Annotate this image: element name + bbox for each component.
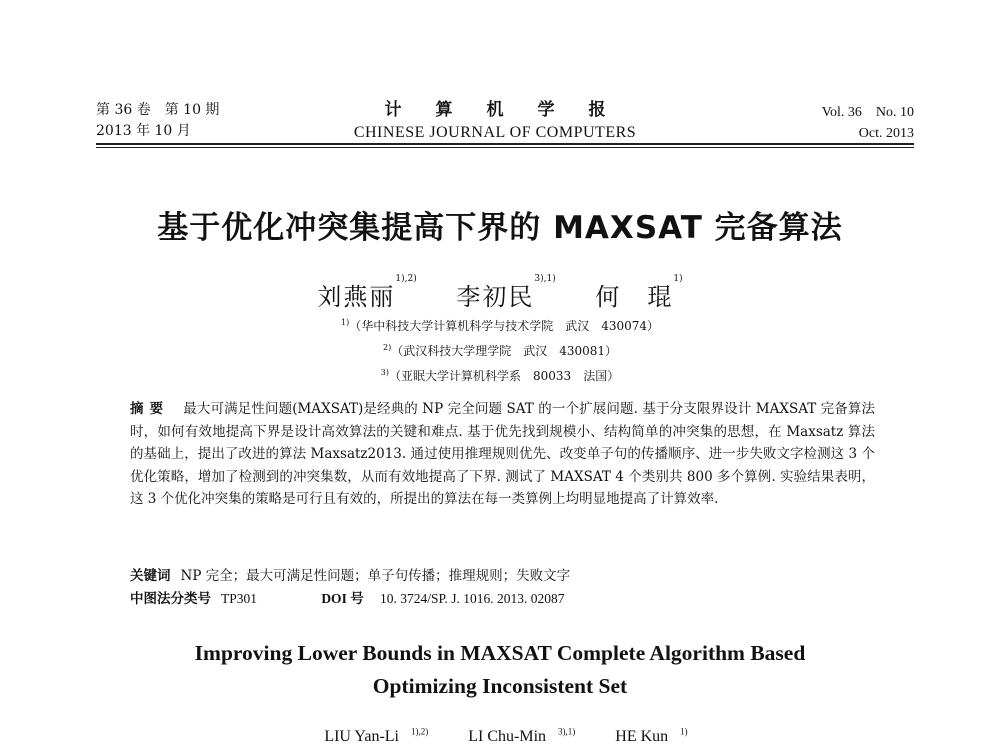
affiliation-text: （亚眠大学计算机科学系 80033 法国） bbox=[389, 369, 620, 383]
author-list bbox=[200, 274, 800, 312]
keywords-text: NP 完全；最大可满足性问题；单子句传播；推理规则；失败文字 bbox=[180, 568, 571, 584]
affiliation-number: 3) bbox=[380, 368, 390, 377]
author-en-name: LIU Yan-Li bbox=[324, 728, 399, 746]
journal-name-en: CHINESE JOURNAL OF COMPUTERS bbox=[353, 124, 637, 141]
paper-title-en-line2: Optimizing Inconsistent Set bbox=[372, 674, 628, 698]
journal-name-cn: 计算机学报 bbox=[384, 100, 640, 120]
author-en-name: HE Kun bbox=[615, 728, 669, 746]
affiliation-text: （武汉科技大学理学院 武汉 430081） bbox=[391, 344, 618, 358]
author bbox=[456, 274, 556, 312]
abstract bbox=[130, 398, 875, 511]
author-affiliation: 1),2) bbox=[395, 274, 417, 284]
paper-title-en-line1: Improving Lower Bounds in MAXSAT Complete Algorithm Based bbox=[194, 641, 806, 665]
author-en-affiliation: 3),1) bbox=[558, 727, 576, 737]
date-en: Oct. 2013 bbox=[858, 126, 914, 141]
header-rule-thin bbox=[96, 147, 914, 148]
abstract-text: 最大可满足性问题(MAXSAT)是经典的 NP 完全问题 SAT 的一个扩展问题. 基于分支限界设计 MAXSAT 完备算法时，如何有效地提高下界是设计高效算法的关键和难点. 基于优先找到规模小、结构简单的冲突集的思想，在 Maxsatz 算法的基础上，提出了改进的算法 Maxsatz2013. 通过使用推理规则优先、改变单子句的传播顺序、进一步失败文字检测这 3 个优化策略，增加了检测到的冲突集数，从而有效地提高了下界. 测试了 MAXSAT 4 个类别共 800 多个算例. 实验结果表明，这 3 个优化冲突集的策略是可行且有效的，所提出的算法在每一类算例上均明显地提高了计算效率. bbox=[130, 401, 876, 507]
volume-issue: 第 36 卷 第 10 期 bbox=[96, 102, 220, 118]
doi-value: 10. 3724/SP. J. 1016. 2013. 02087 bbox=[380, 591, 565, 606]
affiliation-text: （华中科技大学计算机科学与技术学院 武汉 430074） bbox=[349, 319, 660, 333]
header-rule-thick bbox=[96, 143, 914, 145]
author-en bbox=[456, 728, 575, 745]
author-name: 刘燕丽 bbox=[317, 283, 396, 311]
author-en bbox=[312, 728, 428, 745]
author-en-affiliation: 1) bbox=[680, 727, 688, 737]
volume-en: Vol. 36 No. 10 bbox=[821, 105, 914, 120]
doi-label-cn: 号 bbox=[350, 591, 364, 607]
paper-title-en bbox=[100, 637, 900, 703]
abstract-label: 摘要 bbox=[130, 401, 170, 417]
paper-title-cn: 基于优化冲突集提高下界的 MAXSAT 完备算法 bbox=[157, 210, 843, 246]
clc-value: TP301 bbox=[221, 591, 258, 606]
keywords bbox=[130, 565, 875, 587]
header-volume-info bbox=[96, 100, 219, 142]
journal-name bbox=[300, 98, 690, 144]
author-name: 李初民 bbox=[456, 283, 535, 311]
clc-label: 中图法分类号 bbox=[130, 591, 211, 607]
date-cn: 2013 年 10 月 bbox=[96, 123, 191, 139]
author-affiliation: 1) bbox=[673, 274, 683, 284]
classification-line bbox=[130, 588, 565, 610]
affiliation-list bbox=[200, 312, 800, 387]
author-en bbox=[603, 728, 687, 745]
affiliation-number: 1) bbox=[340, 318, 350, 327]
doi-label-en: DOI bbox=[321, 591, 347, 606]
affiliation bbox=[200, 362, 800, 387]
keywords-label: 关键词 bbox=[130, 568, 171, 584]
affiliation-number: 2) bbox=[382, 343, 392, 352]
doi-label bbox=[321, 591, 363, 606]
author bbox=[317, 274, 417, 312]
author-affiliation: 3),1) bbox=[534, 274, 556, 284]
author-en-name: LI Chu-Min bbox=[468, 728, 547, 746]
affiliation bbox=[200, 312, 800, 337]
affiliation bbox=[200, 337, 800, 362]
header-volume-en bbox=[822, 102, 914, 144]
author-en-affiliation: 1),2) bbox=[411, 727, 429, 737]
author-name: 何 琨 bbox=[595, 283, 674, 311]
author bbox=[595, 274, 683, 312]
author-list-en bbox=[250, 727, 750, 746]
